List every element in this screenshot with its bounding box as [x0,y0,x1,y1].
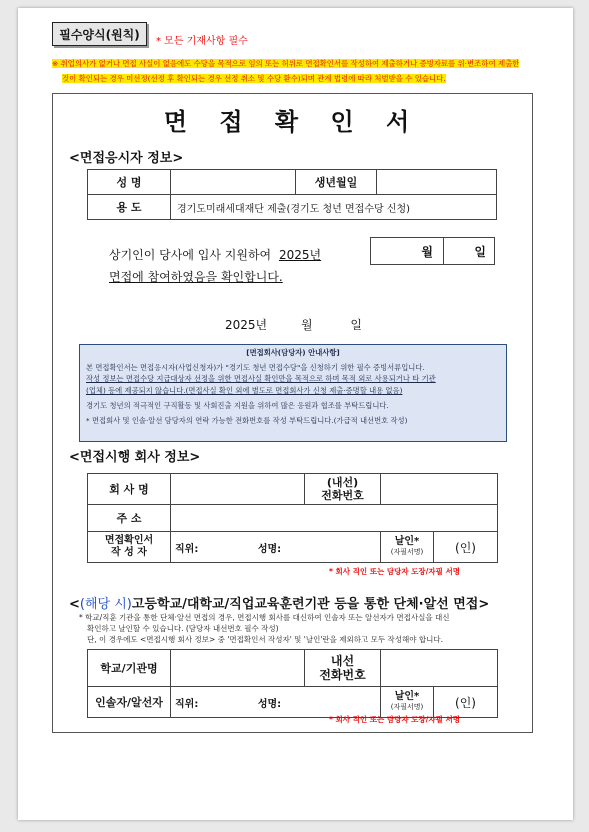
info-p1: 본 면접확인서는 면접응시자(사업신청자)가 "경기도 청년 면접수당"을 신청하기 위한 필수 증빙서류입니다. [86,362,425,372]
warning-line-2: 것이 확인되는 경우 미선정(선정 후 확인되는 경우 선정 취소 및 수당 환수)되며 관계 법령에 따라 처벌받을 수 있습니다. [62,74,446,83]
company-seal-field[interactable]: (인) [434,532,498,563]
writer-position-label: 직위: [175,543,199,555]
company-name-field[interactable] [171,474,305,505]
group-note-1: * 학교/직훈 기관을 통한 단체·알선 면접의 경우, 면접시행 회사를 대신하여 인솔자 또는 알선자가 면접사실을 대신 [79,613,450,622]
escort-field[interactable] [171,687,381,718]
company-name-label: 회 사 명 [88,474,171,505]
date-day: 일 [350,318,362,332]
group-seal-label-text: 날인* [394,691,420,702]
date-line [225,316,362,333]
company-address-label: 주 소 [88,505,171,532]
name-label: 성 명 [88,170,171,195]
company-phone-label: (내선) 전화번호 [305,474,381,505]
required-form-badge: 필수양식(원칙) [52,22,147,46]
group-section-rest: 고등학교/대학교/직업교육훈련기관 등을 통한 단체·알선 면접> [131,597,490,612]
warning-text [52,56,557,86]
date-month: 월 [300,318,313,332]
interview-confirmation-form [52,93,533,733]
writer-field[interactable] [171,532,381,563]
group-seal-field[interactable]: (인) [434,687,498,718]
name-field[interactable] [171,170,296,195]
statement-day[interactable]: 일 [444,238,495,265]
company-seal-label [381,532,434,563]
info-p3: (업체) 등에 제공되지 않습니다.(면접사실 확인 외에 별도로 면접회사가 신청 제출·증명할 내용 없음) [86,385,403,395]
warning-line-1: ※ 취업의사가 없거나 면접 사실이 없음에도 수당을 목적으로 임의 또는 허위로 면접확인서를 작성하여 제출하거나 증빙자료를 위·변조하여 제출한 [52,59,520,68]
group-seal-sub-text: (자필서명) [390,703,424,711]
school-label: 학교/기관명 [88,650,171,687]
info-p5: * 면접회사 및 인솔·알선 담당자의 연락 가능한 전화번호를 작성 부탁드립니다.(가급적 내선번호 작성) [86,415,408,425]
statement-prefix: 상기인이 당사에 입사 지원하여 [109,248,272,262]
group-section-prefix: < [69,597,80,612]
seal-label-text: 날인* [394,536,420,547]
seal-sub-text: (자필서명) [390,548,424,556]
date-box [370,237,495,265]
writer-person-label: 성명: [257,543,282,555]
company-seal-note: * 회사 직인 또는 담당자 도장/자필 서명 [329,567,461,576]
statement-line-2: 면접에 참여하였음을 확인합니다. [109,270,283,284]
group-section-title [69,593,489,612]
writer-label: 면접확인서 작 성 자 [88,532,171,563]
info-p4: 경기도 청년의 적극적인 구직활동 및 사회진출 지원을 위하여 많은 응원과 협조를 부탁드립니다. [86,401,389,410]
required-note: * 모든 기재사항 필수 [156,36,248,47]
group-note-2: 확인하고 날인할 수 있습니다. (담당자 내선번호 필수 작성) [87,624,279,633]
info-title: [면접회사(담당자) 안내사항] [246,348,340,357]
escort-person-label: 성명: [257,698,282,710]
group-table [87,649,498,718]
escort-label: 인솔자/알선자 [88,687,171,718]
birth-field[interactable] [377,170,497,195]
applicant-table [87,169,497,220]
group-seal-note: * 회사 직인 또는 담당자 도장/자필 서명 [329,715,461,724]
school-field[interactable] [171,650,305,687]
group-notes [79,612,519,645]
statement-month[interactable]: 월 [371,238,444,265]
company-address-field[interactable] [171,505,498,532]
form-title: 면 접 확 인 서 [163,108,422,136]
document-page [18,8,573,820]
group-phone-label: 내선 전화번호 [305,650,381,687]
birth-label: 생년월일 [296,170,377,195]
date-year: 2025년 [225,318,268,332]
company-table [87,473,498,563]
group-section-highlight: (해당 시) [79,597,132,612]
company-phone-field[interactable] [381,474,498,505]
applicant-section-title: <면접응시자 정보> [69,151,184,166]
info-p2: 작성 정보는 면접수당 지급대상자 선정을 위한 면접사실 확인만을 목적으로 하며 목적 외로 사용되거나 타 기관 [86,374,436,383]
group-seal-label [381,687,434,718]
info-box [79,344,507,442]
group-phone-field[interactable] [381,650,498,687]
group-note-3: 단, 이 경우에도 <면접시행 회사 정보> 중 '면접확인서 작성자' 및 '날인'란을 제외하고 모두 작성해야 합니다. [87,635,444,644]
statement-year: 2025년 [278,248,322,262]
statement-line-1 [109,244,321,266]
company-section-title: <면접시행 회사 정보> [69,450,201,465]
purpose-value: 경기도미래세대재단 제출(경기도 청년 면접수당 신청) [171,195,497,220]
escort-position-label: 직위: [175,698,199,710]
purpose-label: 용 도 [88,195,171,220]
